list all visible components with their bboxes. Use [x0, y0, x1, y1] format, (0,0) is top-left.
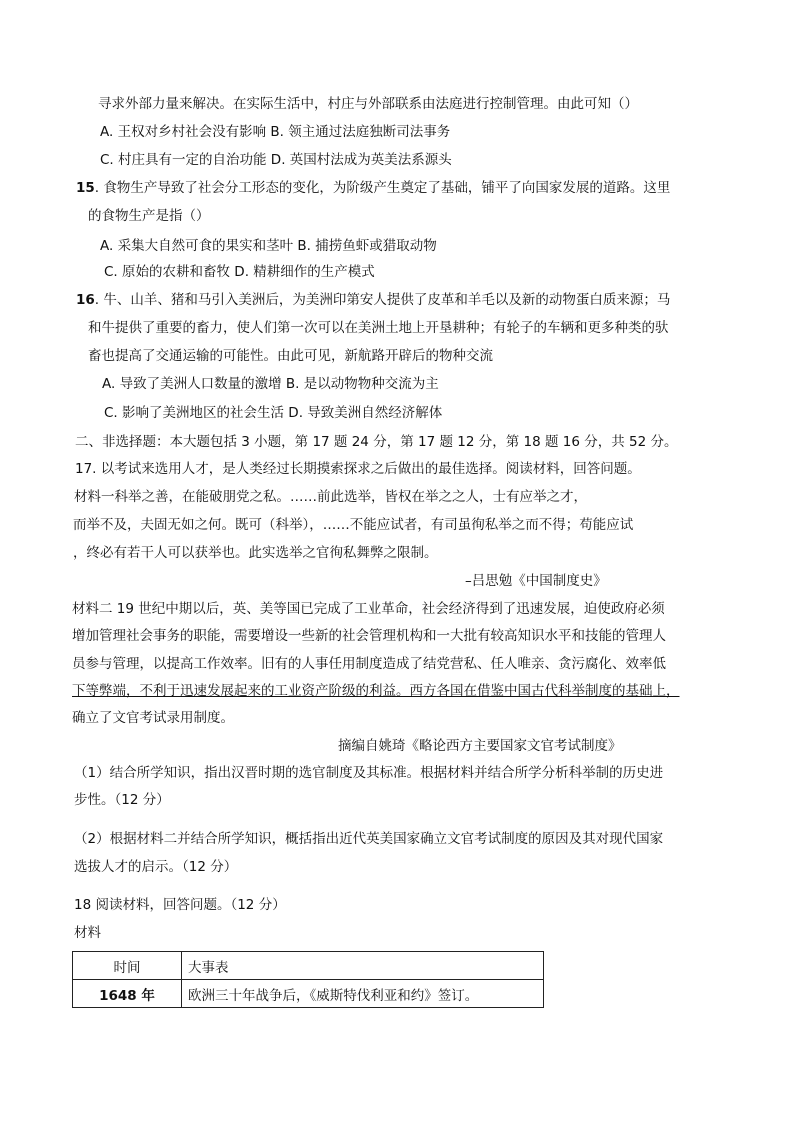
q15-stem-text: . 食物生产导致了社会分工形态的变化，为阶级产生奠定了基础，铺平了向国家发展的道路。这里 [94, 180, 671, 196]
q16-stem-text: . 牛、山羊、猪和马引入美洲后，为美洲印第安人提供了皮革和羊毛以及新的动物蛋白质来源；马 [94, 292, 671, 308]
q17-material2-line2: 增加管理社会事务的职能，需要增设一些新的社会管理机构和一大批有较高知识水平和技能的管理人 [72, 628, 666, 644]
q14-options-ab: A. 王权对乡村社会没有影响 B. 领主通过法庭独断司法事务 [100, 124, 451, 140]
q16-stem-line1 [76, 290, 670, 310]
q17-sub2-line1: （2）根据材料二并结合所学知识，概括指出近代英美国家确立文官考试制度的原因及其对现代国家 [74, 831, 664, 847]
q17-material1-line3: ，终必有若干人可以获举也。此实选举之官徇私舞弊之限制。 [73, 545, 438, 561]
q17-material1-line2: 而举不及，夫固无如之何。既可（科举），……不能应试者，有司虽徇私举之而不得；苟能应试 [73, 517, 634, 533]
events-table-header-row [73, 952, 544, 980]
header-events: 大事表 [182, 952, 544, 980]
q16-options-cd: C. 影响了美洲地区的社会生活 D. 导致美洲自然经济解体 [104, 405, 443, 421]
q16-stem-line2: 和牛提供了重要的畜力，使人们第一次可以在美洲土地上开垦耕种；有轮子的车辆和更多种类的驮 [88, 320, 669, 336]
q16-options-ab: A. 导致了美洲人口数量的激增 B. 是以动物物种交流为主 [102, 376, 439, 392]
q17-material1-source: –吕思勉《中国制度史》 [465, 573, 607, 589]
q15-number: 15 [76, 180, 95, 196]
q17-material2-line4: 下等弊端，不利于迅速发展起来的工业资产阶级的利益。西方各国在借鉴中国古代科举制度的基础上， [72, 683, 680, 699]
q18-intro: 18 阅读材料，回答问题。（12 分） [74, 897, 286, 913]
q16-stem-line3: 畜也提高了交通运输的可能性。由此可见，新航路开辟后的物种交流 [88, 348, 493, 364]
q17-sub2-line2: 选拔人才的启示。（12 分） [74, 859, 238, 875]
q17-material1-line1: 材料一科举之善，在能破朋党之私。……前此选举，皆权在举之之人，士有应举之才， [74, 489, 587, 505]
q16-number: 16 [76, 292, 95, 308]
row-event: 欧洲三十年战争后，《威斯特伐利亚和约》签订。 [182, 980, 544, 1008]
q17-intro: 17. 以考试来选用人才，是人类经过长期摸索探求之后做出的最佳选择。阅读材料，回答问题。 [75, 461, 641, 477]
q14-stem-tail: 寻求外部力量来解决。在实际生活中，村庄与外部联系由法庭进行控制管理。由此可知（） [98, 96, 638, 112]
q17-material2-line5: 确立了文官考试录用制度。 [72, 710, 234, 726]
q18-material-label: 材料 [74, 925, 101, 941]
q15-options-ab: A. 采集大自然可食的果实和茎叶 B. 捕捞鱼虾或猎取动物 [100, 238, 437, 254]
q15-options-cd: C. 原始的农耕和畜牧 D. 精耕细作的生产模式 [104, 264, 375, 280]
q15-stem-line1 [76, 178, 670, 198]
q17-material2-source: 摘编自姚琦《略论西方主要国家文官考试制度》 [338, 738, 622, 754]
table-row [73, 980, 544, 1008]
row-time: 1648 年 [73, 980, 182, 1008]
q17-material2-line3: 员参与管理，以提高工作效率。旧有的人事任用制度造成了结党营私、任人唯亲、贪污腐化、效率低 [72, 656, 666, 672]
events-table [72, 951, 544, 1008]
q17-sub1-line2: 步性。（12 分） [74, 792, 170, 808]
q17-sub1-line1: （1）结合所学知识，指出汉晋时期的选官制度及其标准。根据材料并结合所学分析科举制的历史进 [74, 765, 664, 781]
section2-heading: 二、非选择题：本大题包括 3 小题，第 17 题 24 分，第 17 题 12 分，第 18 题 16 分，共 52 分。 [75, 434, 678, 450]
header-time: 时间 [73, 952, 182, 980]
q15-stem-line2: 的食物生产是指（） [88, 208, 210, 224]
q14-options-cd: C. 村庄具有一定的自治功能 D. 英国村法成为英美法系源头 [100, 152, 452, 168]
q17-material2-line1: 材料二 19 世纪中期以后，英、美等国已完成了工业革命，社会经济得到了迅速发展，迫使政府必须 [72, 601, 665, 617]
